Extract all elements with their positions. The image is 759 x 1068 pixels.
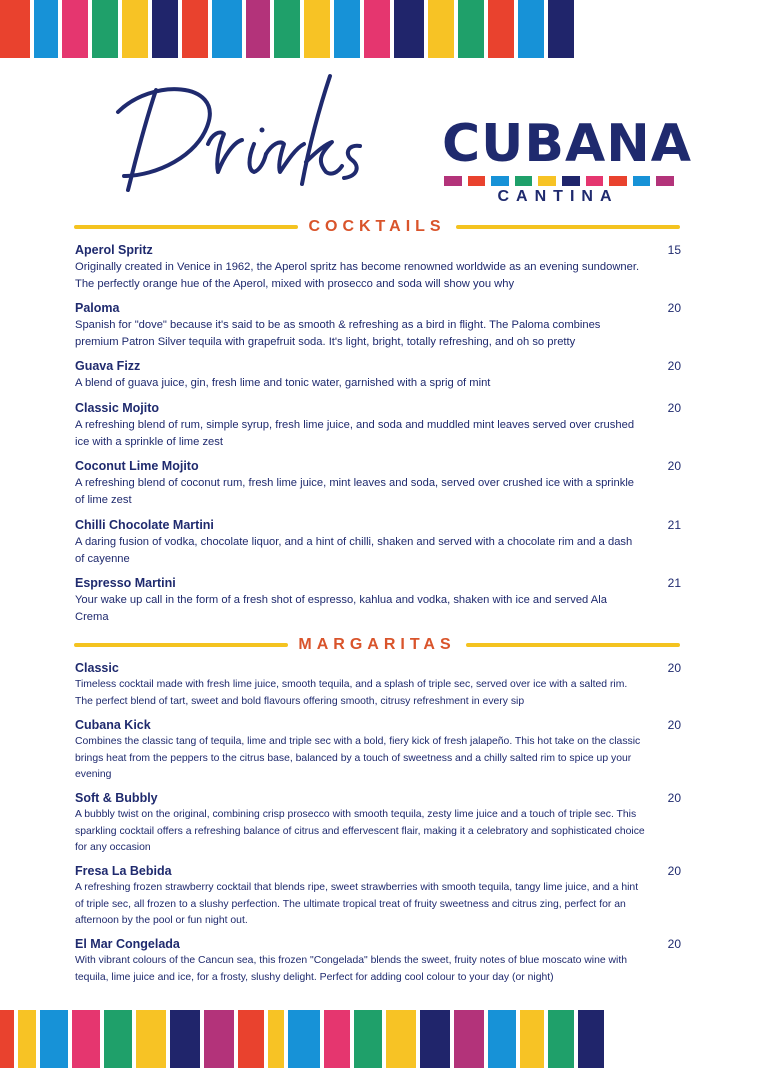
- stripe-indigo: [548, 0, 574, 58]
- logo-stripe-indigo: [562, 176, 580, 186]
- stripe-green: [458, 0, 484, 58]
- item-description: A refreshing frozen strawberry cocktail that blends ripe, sweet strawberries with smooth tequila, tangy lime juice, and a hint of triple sec, all frozen to a slushy perfection. The ultimate tropical treat of fruity sweetness and citrus zing, perfect for an afternoon by the pool or fun night out.: [75, 882, 639, 926]
- stripe-green: [354, 1010, 382, 1068]
- stripe-indigo: [394, 0, 424, 58]
- logo-stripe-yellow: [538, 176, 556, 186]
- item-description: With vibrant colours of the Cancun sea, this frozen "Congelada" blends the sweet, fruity notes of blue moscato wine with tequila, lime juice and ice, for a frosty, slushy delight. Perfect for adding cool colour to your day (or night): [75, 955, 628, 983]
- stripe-yellow: [18, 1010, 36, 1068]
- logo-stripe-magenta: [444, 176, 462, 186]
- cubana-cantina-logo: [432, 112, 693, 214]
- menu-item-espresso-martini: [75, 574, 687, 626]
- stripe-blue: [518, 0, 544, 58]
- stripe-yellow: [386, 1010, 416, 1068]
- item-name: Cubana Kick: [75, 718, 151, 732]
- stripe-green: [104, 1010, 132, 1068]
- stripe-indigo: [170, 1010, 200, 1068]
- item-name: Classic: [75, 661, 119, 675]
- menu-item-classic-margarita: [75, 659, 687, 710]
- item-name: Fresa La Bebida: [75, 864, 172, 878]
- stripe-green: [274, 0, 300, 58]
- stripe-blue: [34, 0, 58, 58]
- item-description: Originally created in Venice in 1962, the Aperol spritz has become renowned worldwide as an evening sundowner. The perfectly orange hue of the Aperol, mixed with prosecco and soda will show you why: [75, 261, 640, 290]
- item-name: Guava Fizz: [75, 359, 141, 373]
- item-description: Your wake up call in the form of a fresh shot of espresso, kahlua and vodka, shaken with ice and served Ala Crema: [75, 594, 607, 623]
- item-price: 15: [667, 243, 681, 257]
- stripe-indigo: [152, 0, 178, 58]
- heading-rule-right: [466, 643, 680, 647]
- item-name: Soft & Bubbly: [75, 791, 158, 805]
- margaritas-heading-label: MARGARITAS: [298, 636, 456, 653]
- menu-item-classic-mojito: [75, 399, 687, 451]
- margaritas-section-heading: [74, 635, 680, 655]
- item-price: 20: [667, 864, 681, 878]
- stripe-green: [548, 1010, 574, 1068]
- stripe-yellow: [520, 1010, 544, 1068]
- heading-rule-right: [456, 225, 680, 229]
- item-price: 21: [667, 518, 681, 532]
- drinks-script-lettering: [112, 72, 372, 202]
- logo-stripe-blue: [491, 176, 509, 186]
- bottom-stripe-border: [0, 1010, 759, 1068]
- stripe-red: [182, 0, 208, 58]
- stripe-pink: [62, 0, 88, 58]
- stripe-yellow: [428, 0, 454, 58]
- stripe-pink: [324, 1010, 350, 1068]
- menu-item-coconut-lime-mojito: [75, 457, 687, 509]
- stripe-pink: [364, 0, 390, 58]
- stripe-pink: [72, 1010, 100, 1068]
- item-price: 21: [667, 576, 681, 590]
- menu-item-chilli-chocolate-martini: [75, 516, 687, 568]
- item-description: Combines the classic tang of tequila, lime and triple sec with a bold, fiery kick of fresh jalapeño. This hot take on the classic brings heat from the peppers to the citrus base, balanced by a touch of sweetness and a chilly salted rim to spice up your evening: [75, 736, 641, 780]
- logo-stripe-blue: [633, 176, 651, 186]
- cocktails-heading-label: COCKTAILS: [308, 218, 446, 235]
- item-description: A blend of guava juice, gin, fresh lime and tonic water, garnished with a sprig of mint: [75, 377, 491, 389]
- stripe-blue: [334, 0, 360, 58]
- stripe-yellow: [304, 0, 330, 58]
- heading-rule-left: [74, 225, 298, 229]
- item-name: Chilli Chocolate Martini: [75, 518, 214, 532]
- logo-stripe-red: [609, 176, 627, 186]
- item-price: 20: [667, 718, 681, 732]
- stripe-magenta: [204, 1010, 234, 1068]
- item-price: 20: [667, 401, 681, 415]
- stripe-blue: [288, 1010, 320, 1068]
- item-price: 20: [667, 301, 681, 315]
- item-name: Aperol Spritz: [75, 243, 153, 257]
- menu-item-soft-and-bubbly: [75, 789, 687, 857]
- stripe-red: [238, 1010, 264, 1068]
- menu-item-cubana-kick: [75, 716, 687, 784]
- stripe-yellow: [122, 0, 148, 58]
- drinks-title-script: [112, 72, 372, 202]
- item-name: Coconut Lime Mojito: [75, 459, 199, 473]
- stripe-red: [0, 1010, 14, 1068]
- stripe-blue: [488, 1010, 516, 1068]
- menu-item-aperol-spritz: [75, 241, 687, 293]
- item-price: 20: [667, 791, 681, 805]
- item-description: Timeless cocktail made with fresh lime juice, smooth tequila, and a splash of triple sec, served over ice with a salted rim. The perfect blend of tart, sweet and bold flavours offering smooth, citrusy refreshment in every sip: [75, 679, 628, 707]
- logo-color-stripes: [444, 176, 674, 186]
- logo-stripe-pink: [586, 176, 604, 186]
- heading-rule-left: [74, 643, 288, 647]
- item-price: 20: [667, 359, 681, 373]
- stripe-blue: [40, 1010, 68, 1068]
- item-name: El Mar Congelada: [75, 937, 180, 951]
- stripe-blue: [212, 0, 242, 58]
- menu-item-paloma: [75, 299, 687, 351]
- item-price: 20: [667, 459, 681, 473]
- item-price: 20: [667, 661, 681, 675]
- menu-item-fresa-la-bebida: [75, 862, 687, 930]
- stripe-red: [488, 0, 514, 58]
- stripe-magenta: [246, 0, 270, 58]
- top-stripe-border: [0, 0, 759, 58]
- item-name: Espresso Martini: [75, 576, 176, 590]
- stripe-indigo: [578, 1010, 604, 1068]
- item-name: Classic Mojito: [75, 401, 160, 415]
- item-description: A refreshing blend of rum, simple syrup, fresh lime juice, and soda and muddled mint leaves served over crushed ice with a sprinkle of lime zest: [75, 419, 635, 448]
- logo-stripe-magenta: [656, 176, 674, 186]
- item-description: A refreshing blend of coconut rum, fresh lime juice, mint leaves and soda, served over crushed ice with a sprinkle of lime zest: [75, 477, 635, 506]
- logo-main-text: CUBANA: [442, 114, 693, 174]
- stripe-green: [92, 0, 118, 58]
- stripe-magenta: [454, 1010, 484, 1068]
- item-description: Spanish for "dove" because it's said to be as smooth & refreshing as a bird in flight. The Paloma combines premium Patron Silver tequila with grapefruit soda. It's light, bright, totally refreshing, and oh so pretty: [75, 319, 601, 348]
- stripe-yellow: [268, 1010, 284, 1068]
- item-description: A daring fusion of vodka, chocolate liquor, and a hint of chilli, shaken and served with a chocolate rim and a dash of cayenne: [75, 536, 633, 565]
- item-description: A bubbly twist on the original, combining crisp prosecco with smooth tequila, zesty lime juice and a touch of triple sec. This sparkling cocktail offers a refreshing balance of citrus and effervescent flair, making it a celebratory and sophisticated choice for any occasion: [75, 809, 645, 853]
- menu-item-el-mar-congelada: [75, 935, 687, 986]
- item-name: Paloma: [75, 301, 120, 315]
- cocktails-section-heading: [74, 217, 680, 237]
- stripe-indigo: [420, 1010, 450, 1068]
- item-price: 20: [667, 937, 681, 951]
- logo-sub-text: CANTINA: [497, 188, 619, 205]
- stripe-red: [0, 0, 30, 58]
- menu-item-guava-fizz: [75, 357, 687, 392]
- logo-stripe-red: [468, 176, 486, 186]
- logo-stripe-green: [515, 176, 533, 186]
- stripe-yellow: [136, 1010, 166, 1068]
